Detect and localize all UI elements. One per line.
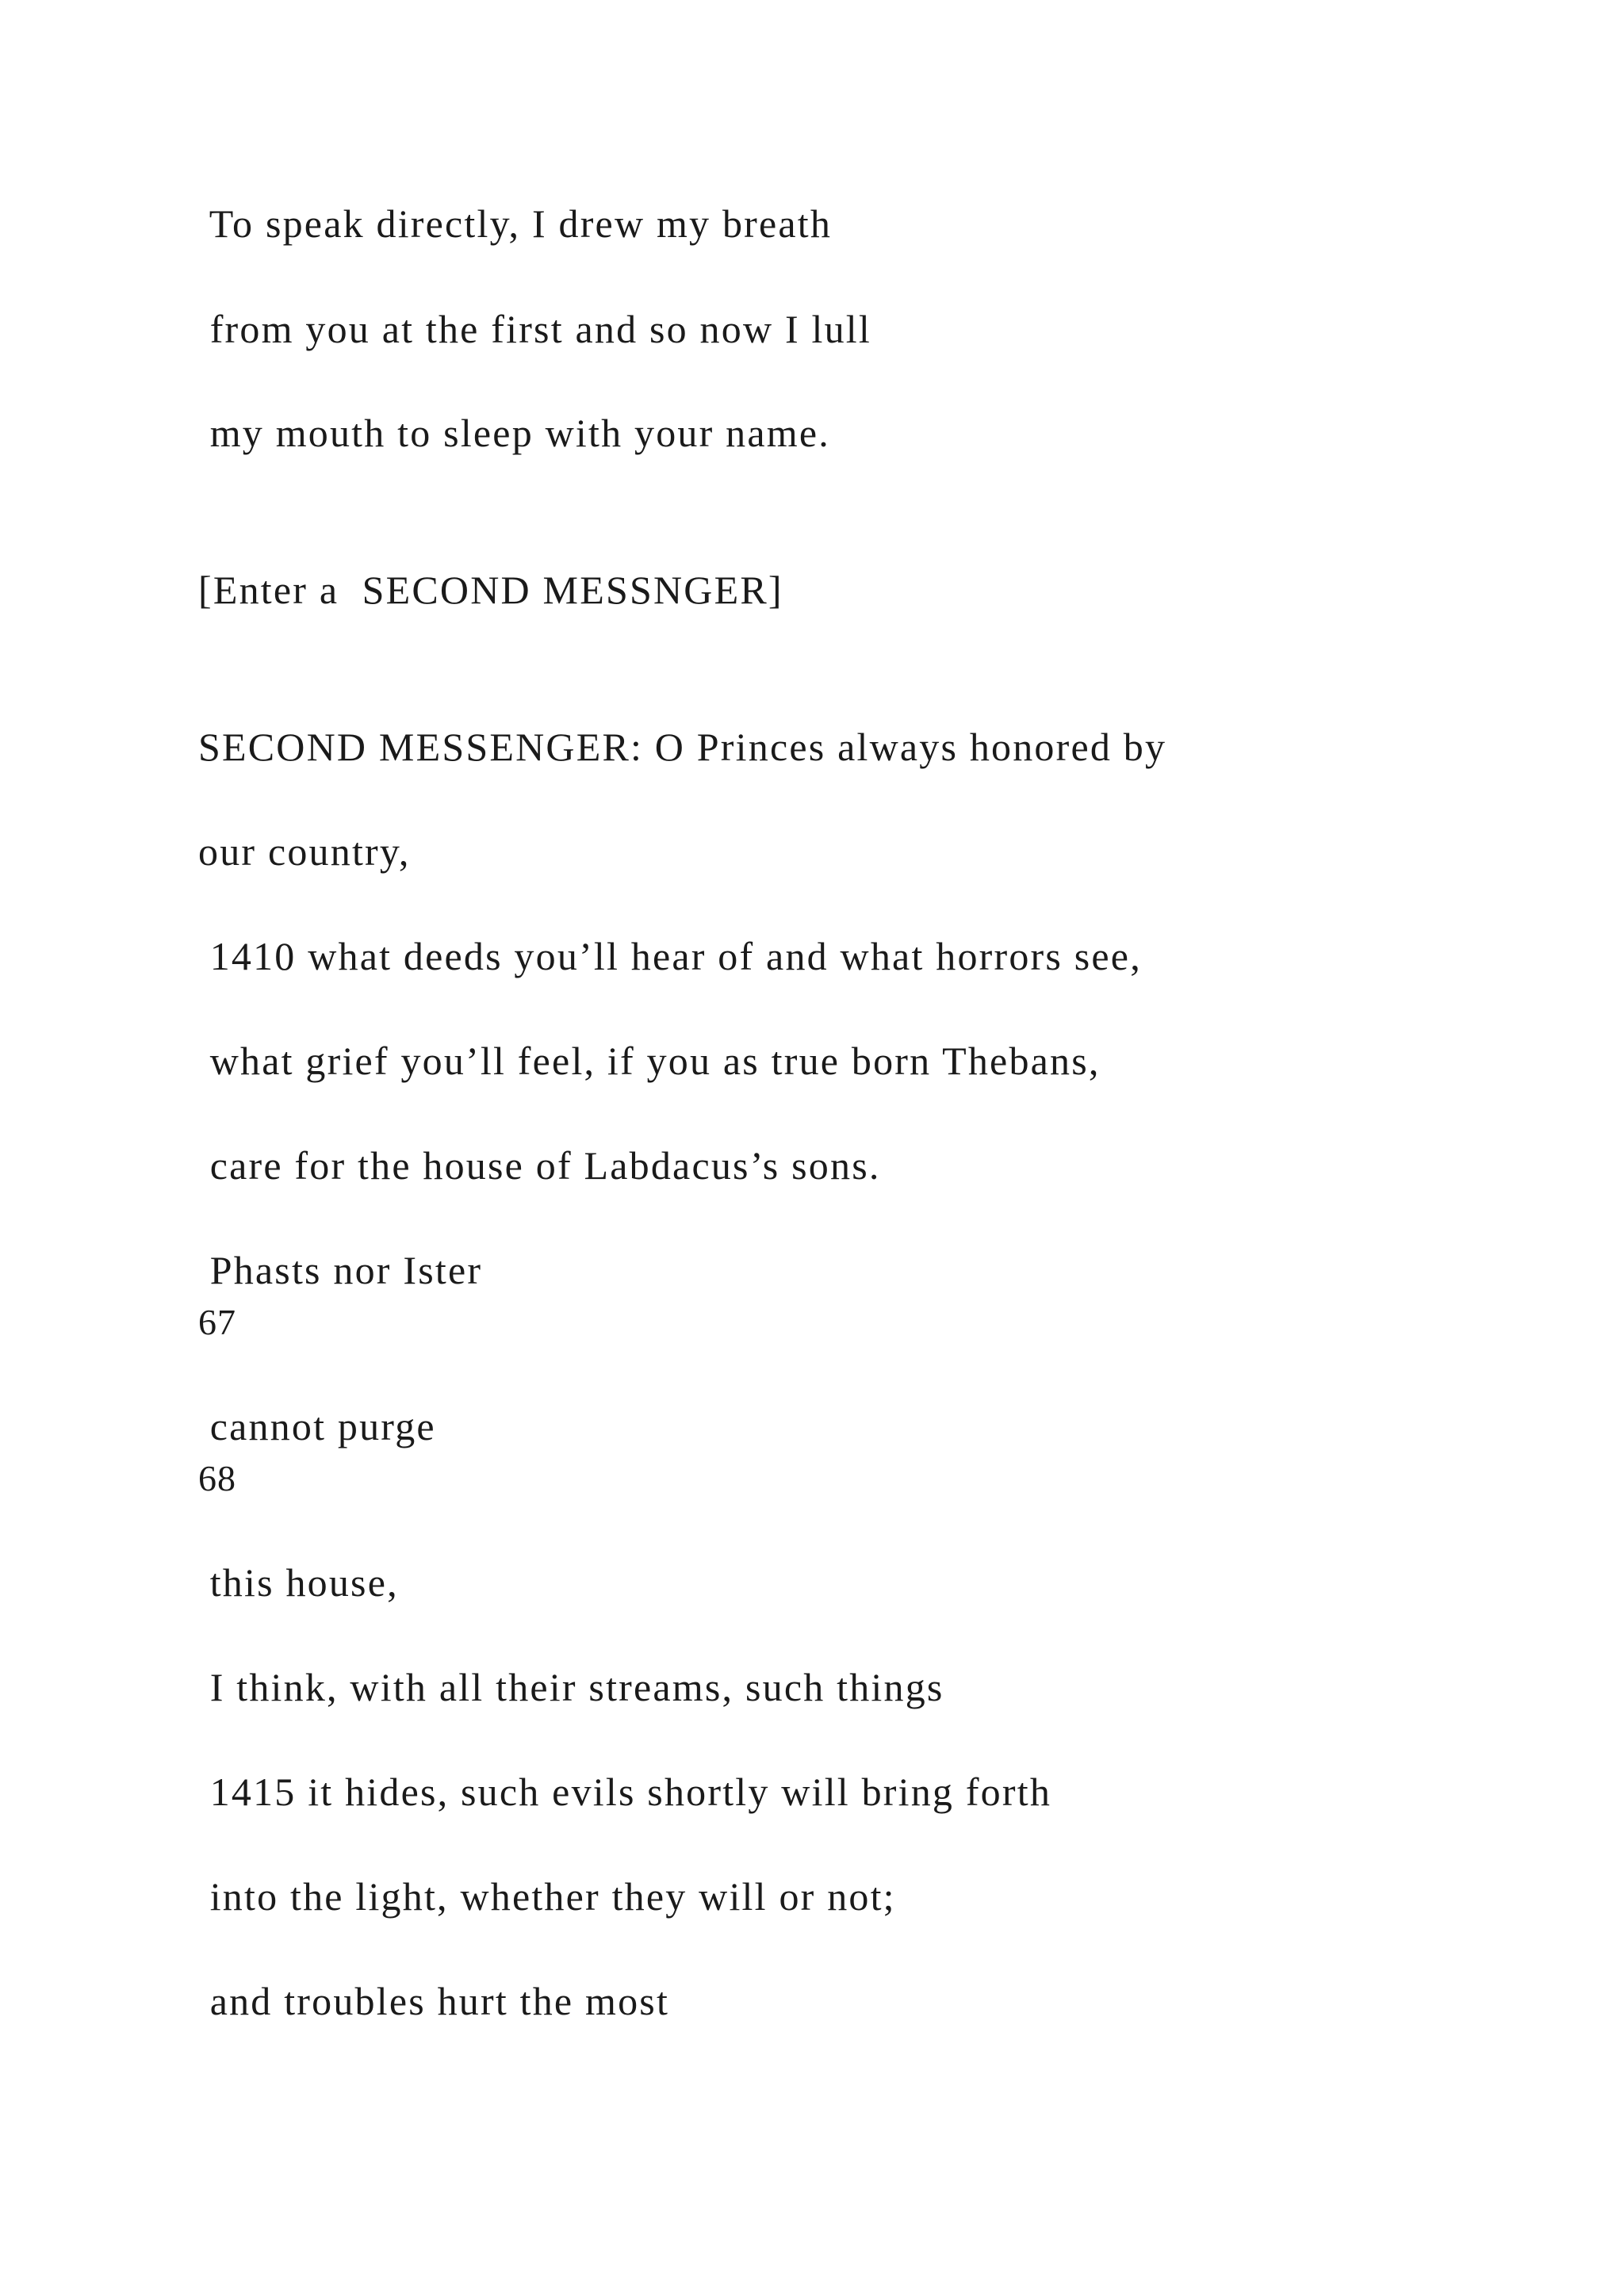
text-line: into the light, whether they will or not; (198, 1874, 896, 1919)
text-line: our country, (198, 829, 411, 874)
stage-direction: [Enter a SECOND MESSNGER] (198, 568, 783, 612)
text-line: 1410 what deeds you’ll hear of and what horrors see, (198, 934, 1142, 978)
footnote-number: 67 (198, 1302, 236, 1342)
text-line: 1415 it hides, such evils shortly will bring forth (198, 1770, 1052, 1814)
text-line: my mouth to sleep with your name. (198, 411, 830, 455)
text-line: care for the house of Labdacus’s sons. (198, 1143, 881, 1188)
text-line: and troubles hurt the most (198, 1979, 670, 2023)
text-line: To speak directly, I drew my breath (198, 201, 833, 246)
footnote-number: 68 (198, 1458, 236, 1498)
text-line: I think, with all their streams, such things (198, 1665, 944, 1709)
speaker-line: SECOND MESSENGER: O Princes always honored by (198, 725, 1167, 769)
text-line: Phasts nor Ister (198, 1248, 483, 1292)
text-line: this house, (198, 1560, 399, 1605)
text-line: what grief you’ll feel, if you as true born Thebans, (198, 1039, 1101, 1083)
text-line: cannot purge (198, 1404, 436, 1448)
text-line: from you at the first and so now I lull (198, 307, 871, 351)
